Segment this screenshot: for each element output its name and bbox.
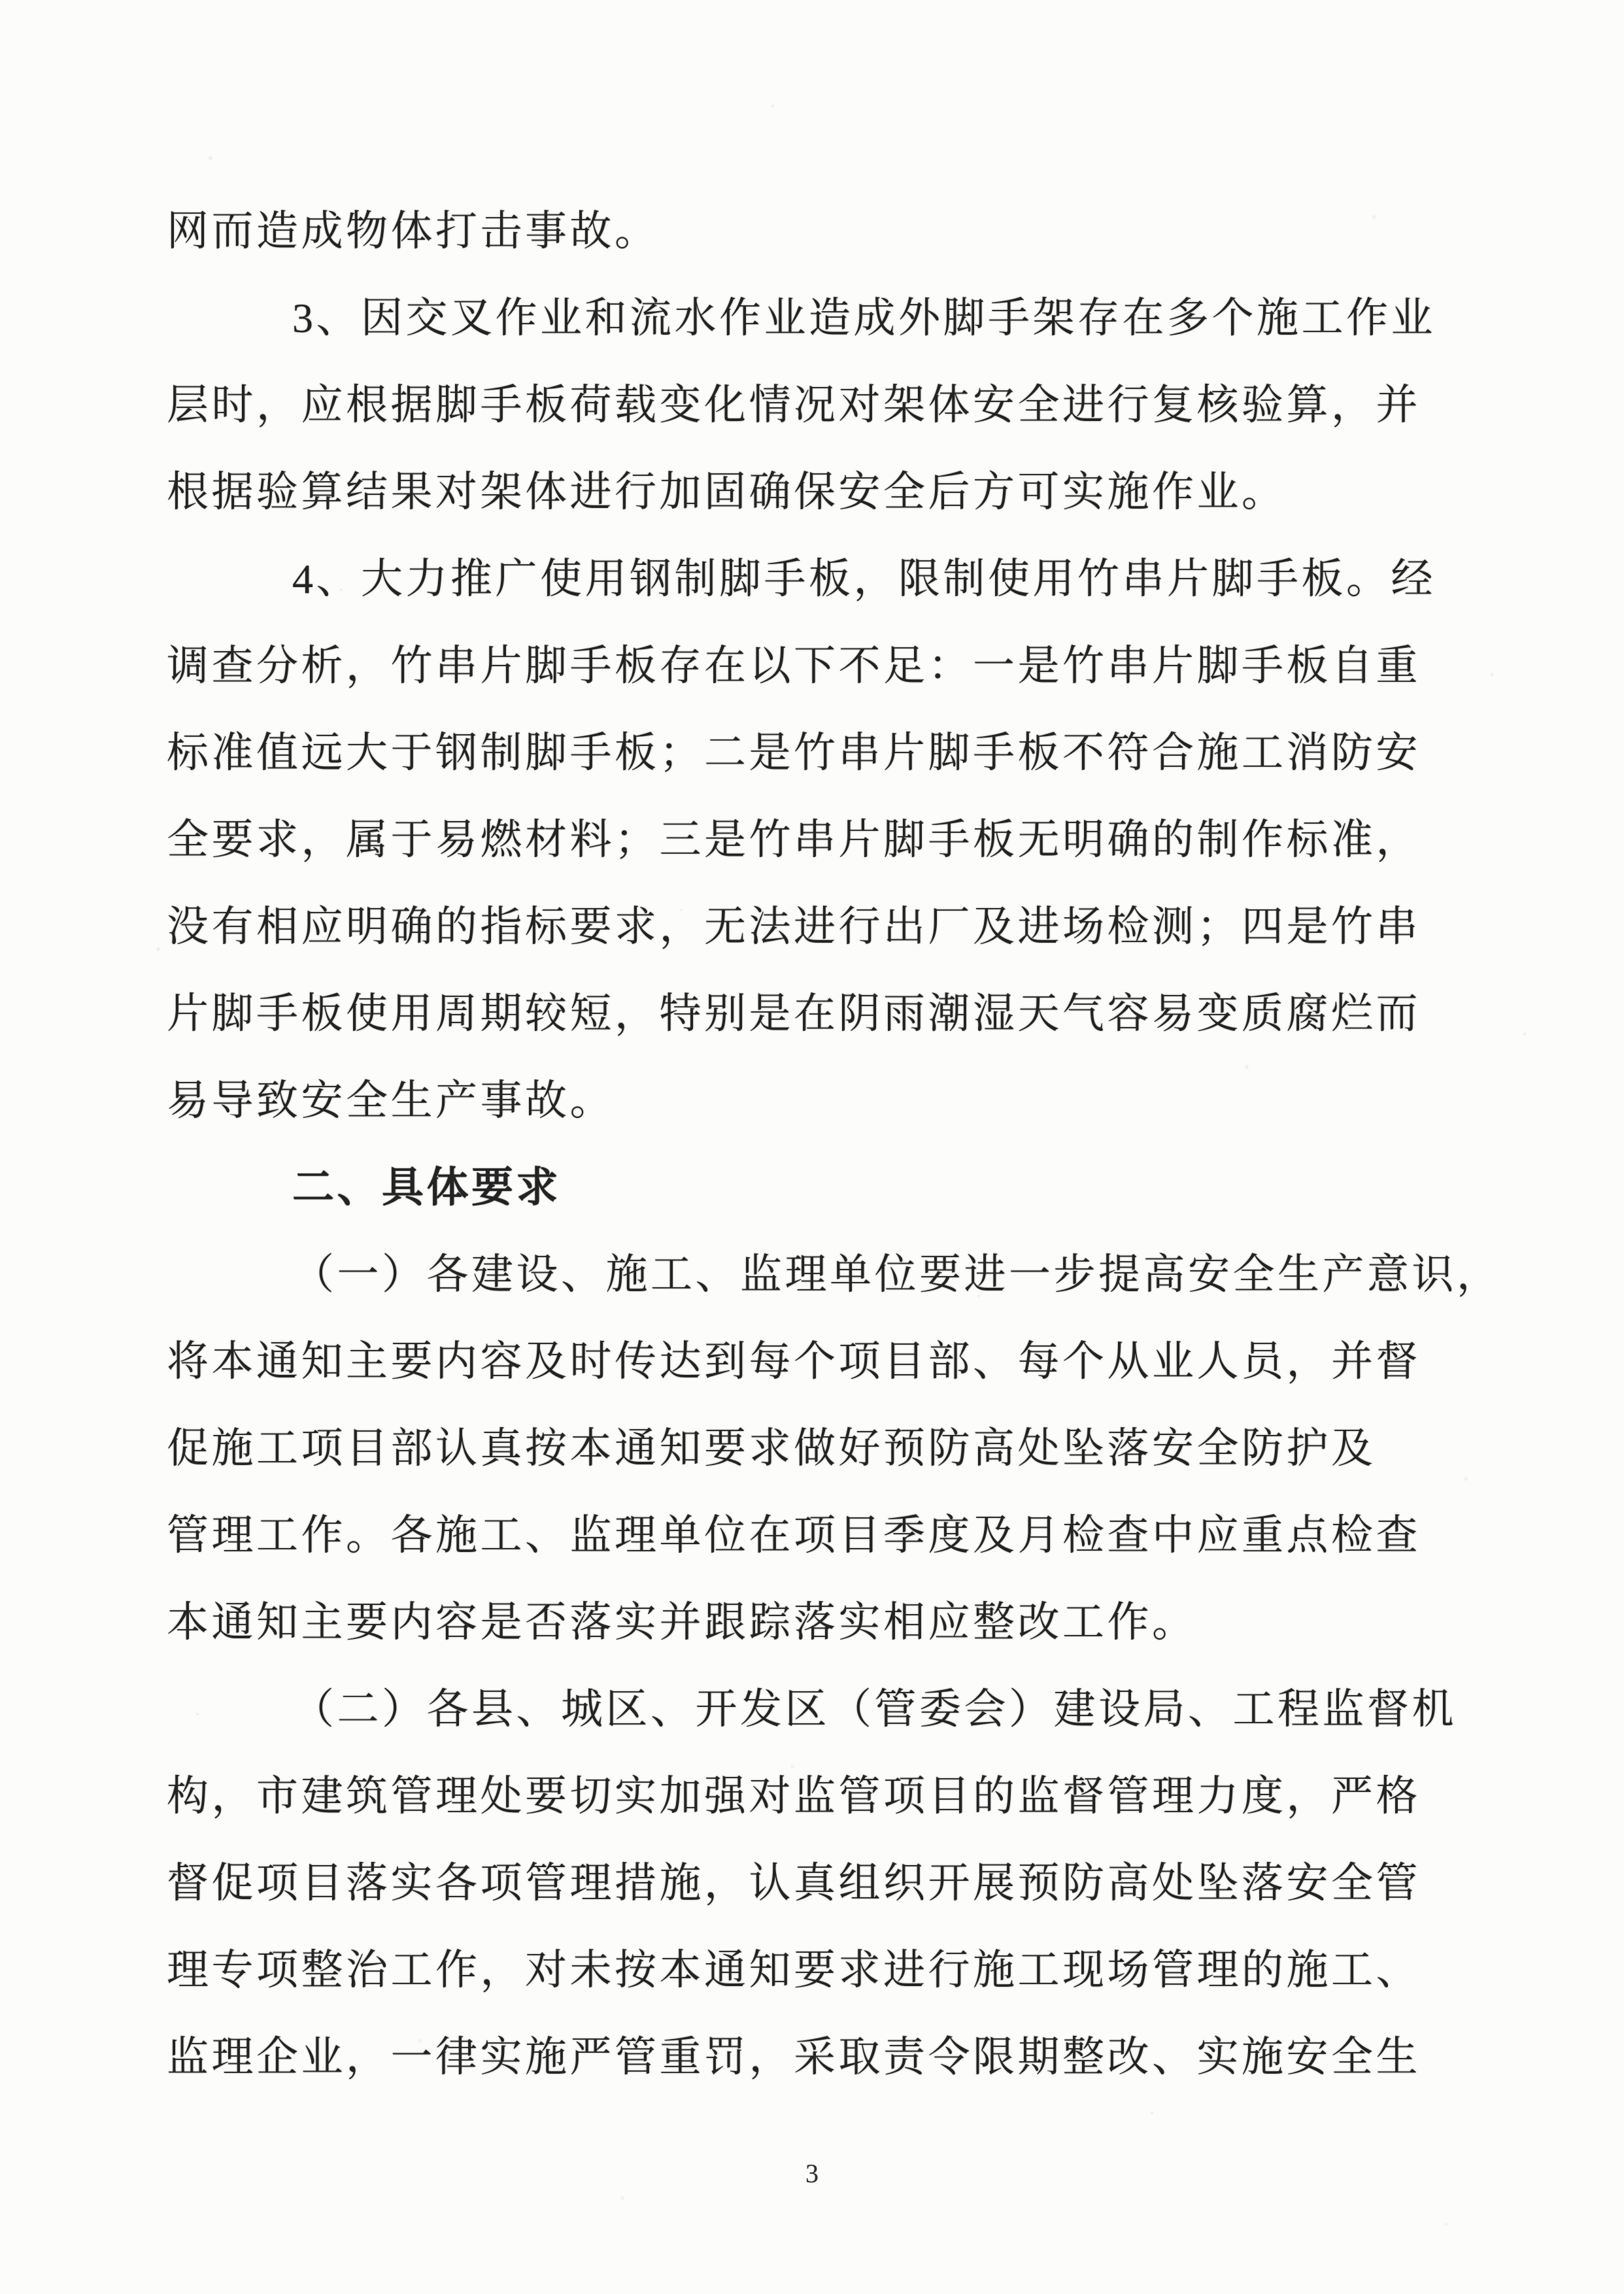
text-line: 将本通知主要内容及时传达到每个项目部、每个从业人员，并督	[167, 1338, 1421, 1385]
text-line: 易导致安全生产事故。	[167, 1077, 615, 1124]
text-line: 片脚手板使用周期较短，特别是在阴雨潮湿天气容易变质腐烂而	[167, 990, 1421, 1037]
section-heading: 二、具体要求	[292, 1164, 561, 1211]
text-line: 全要求，属于易燃材料；三是竹串片脚手板无明确的制作标准，	[167, 817, 1421, 863]
text-line: 调查分析，竹串片脚手板存在以下不足：一是竹串片脚手板自重	[167, 643, 1421, 689]
text-line: 根据验算结果对架体进行加固确保安全后方可实施作业。	[167, 469, 1287, 515]
text-line: 管理工作。各施工、监理单位在项目季度及月检查中应重点检查	[167, 1512, 1421, 1559]
text-line: 理专项整治工作，对未按本通知要求进行施工现场管理的施工、	[167, 1947, 1421, 1993]
text-line: 网而造成物体打击事故。	[167, 208, 660, 254]
scan-noise	[0, 0, 3, 3]
text-line: 督促项目落实各项管理措施，认真组织开展预防高处坠落安全管	[167, 1860, 1421, 1906]
text-line: 层时，应根据脚手板荷载变化情况对架体安全进行复核验算，并	[167, 382, 1421, 428]
text-line: 构，市建筑管理处要切实加强对监管项目的监督管理力度，严格	[167, 1773, 1421, 1819]
page-number: 3	[805, 2159, 819, 2188]
text-line: （一）各建设、施工、监理单位要进一步提高安全生产意识，	[292, 1251, 1502, 1298]
text-line: 4、大力推广使用钢制脚手板，限制使用竹串片脚手板。经	[292, 556, 1436, 602]
text-line: 促施工项目部认真按本通知要求做好预防高处坠落安全防护及	[167, 1425, 1376, 1472]
text-line: 没有相应明确的指标要求，无法进行出厂及进场检测；四是竹串	[167, 903, 1421, 950]
text-line: 3、因交叉作业和流水作业造成外脚手架存在多个施工作业	[292, 295, 1436, 341]
text-line: 标准值远大于钢制脚手板；二是竹串片脚手板不符合施工消防安	[167, 730, 1421, 776]
text-line: 本通知主要内容是否落实并跟踪落实相应整改工作。	[167, 1599, 1197, 1645]
document-body	[167, 188, 1502, 2100]
text-line: 监理企业，一律实施严管重罚，采取责令限期整改、实施安全生	[167, 2034, 1421, 2080]
text-line: （二）各县、城区、开发区（管委会）建设局、工程监督机	[292, 1686, 1457, 1732]
